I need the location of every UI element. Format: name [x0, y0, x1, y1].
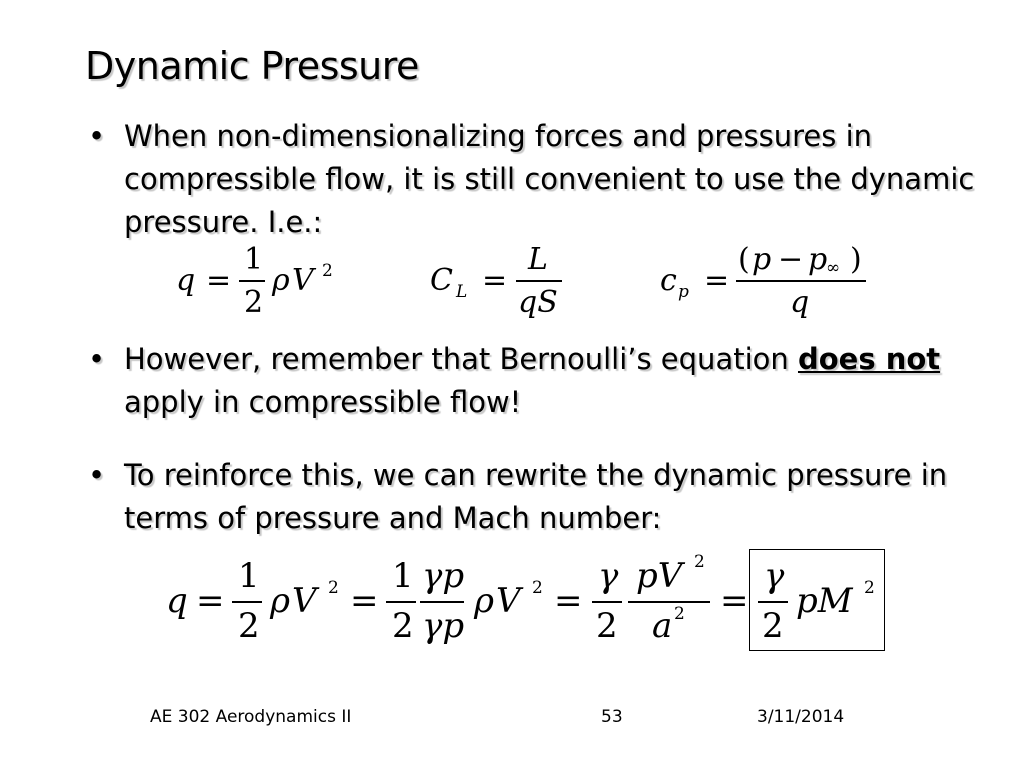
eq4-f4-num: γ	[764, 556, 785, 596]
eq1-exp: 2	[322, 261, 333, 281]
eq4-equals-4: =	[720, 581, 749, 621]
bullet-dot: •	[88, 458, 106, 492]
eq4-sq-2: 2	[532, 578, 543, 598]
eq4-f3-den: 2	[596, 606, 618, 646]
eq4-sq-5: 2	[864, 578, 875, 598]
eq4-f2-line	[386, 601, 416, 603]
eq4-pv-line	[628, 601, 710, 603]
footer-page-number: 53	[601, 707, 623, 727]
eq4-pV: pV	[636, 556, 683, 596]
eq4-sq-3: 2	[694, 552, 705, 572]
eq4-equals-1: =	[196, 581, 225, 621]
result-box	[749, 549, 885, 651]
bullet-2-emphasis: does not	[797, 342, 941, 376]
eq2-num: L	[528, 242, 548, 277]
eq4-equals-3: =	[554, 581, 583, 621]
eq4-gp-line	[420, 601, 464, 603]
bullet-dot: •	[88, 342, 106, 376]
eq3-p: p	[752, 242, 772, 277]
eq3-sub: p	[678, 282, 689, 302]
eq3-fraction-line	[736, 280, 866, 282]
eq2-den: qS	[518, 285, 558, 320]
eq4-V-2: V	[496, 581, 521, 621]
eq4-f3-line	[592, 601, 622, 603]
eq4-f1-den: 2	[238, 606, 260, 646]
eq2-sub: L	[456, 282, 468, 302]
bullet-3-text: To reinforce this, we can rewrite the dynamic pressure in terms of pressure and Mach number:	[124, 458, 948, 535]
eq1-num: 1	[244, 242, 264, 277]
eq1-V: V	[292, 263, 314, 298]
eq4-V-1: V	[292, 581, 317, 621]
eq3-close-paren: )	[850, 242, 862, 277]
bullet-1-text: When non-dimensionalizing forces and pressures in compressible flow, it is still convenient to use the dynamic pressure. I.e.:	[124, 119, 975, 239]
eq4-gp-num: γp	[422, 556, 465, 596]
equation-dynamic-pressure	[176, 242, 346, 332]
equation-pressure-coefficient	[660, 242, 880, 332]
eq4-q: q	[166, 581, 188, 621]
eq3-p-inf: p	[808, 242, 828, 277]
eq4-rho-2: ρ	[474, 581, 494, 621]
footer-date: 3/11/2014	[757, 707, 845, 727]
eq2-fraction-line	[516, 280, 562, 282]
eq4-sq-4: 2	[674, 604, 685, 624]
eq3-den: q	[790, 285, 810, 320]
bullet-dot: •	[88, 119, 106, 153]
eq3-equals: =	[704, 263, 730, 298]
eq2-C: C	[430, 263, 453, 298]
bullet-2-text	[124, 338, 1004, 424]
equation-lift-coefficient	[430, 242, 570, 332]
eq4-f1-num: 1	[238, 556, 260, 596]
slide-title: Dynamic Pressure	[85, 44, 419, 88]
eq3-inf: ∞	[826, 258, 841, 278]
eq1-den: 2	[244, 285, 264, 320]
eq4-f3-num: γ	[598, 556, 619, 596]
eq4-a: a	[652, 606, 673, 646]
eq3-minus: −	[778, 242, 804, 277]
eq4-gp-den: γp	[422, 606, 465, 646]
footer-course: AE 302 Aerodynamics II	[150, 707, 352, 727]
eq3-c: c	[660, 263, 677, 298]
eq4-sq-1: 2	[328, 578, 339, 598]
eq4-rho-1: ρ	[270, 581, 290, 621]
eq4-f2-num: 1	[392, 556, 414, 596]
bullet-2-text-after: apply in compressible flow!	[124, 385, 522, 419]
bullet-2-text-before: However, remember that Bernoulli’s equation	[124, 342, 798, 376]
eq1-q: q	[176, 263, 196, 298]
eq4-f2-den: 2	[392, 606, 414, 646]
eq4-pM: pM	[796, 581, 853, 621]
eq4-f1-line	[232, 601, 262, 603]
eq4-equals-2: =	[350, 581, 379, 621]
eq1-equals: =	[206, 263, 232, 298]
eq4-f4-den: 2	[762, 606, 784, 646]
eq1-rho: ρ	[272, 263, 290, 298]
eq1-fraction-line	[239, 280, 265, 282]
eq3-open-paren: (	[738, 242, 750, 277]
eq2-equals: =	[482, 263, 508, 298]
